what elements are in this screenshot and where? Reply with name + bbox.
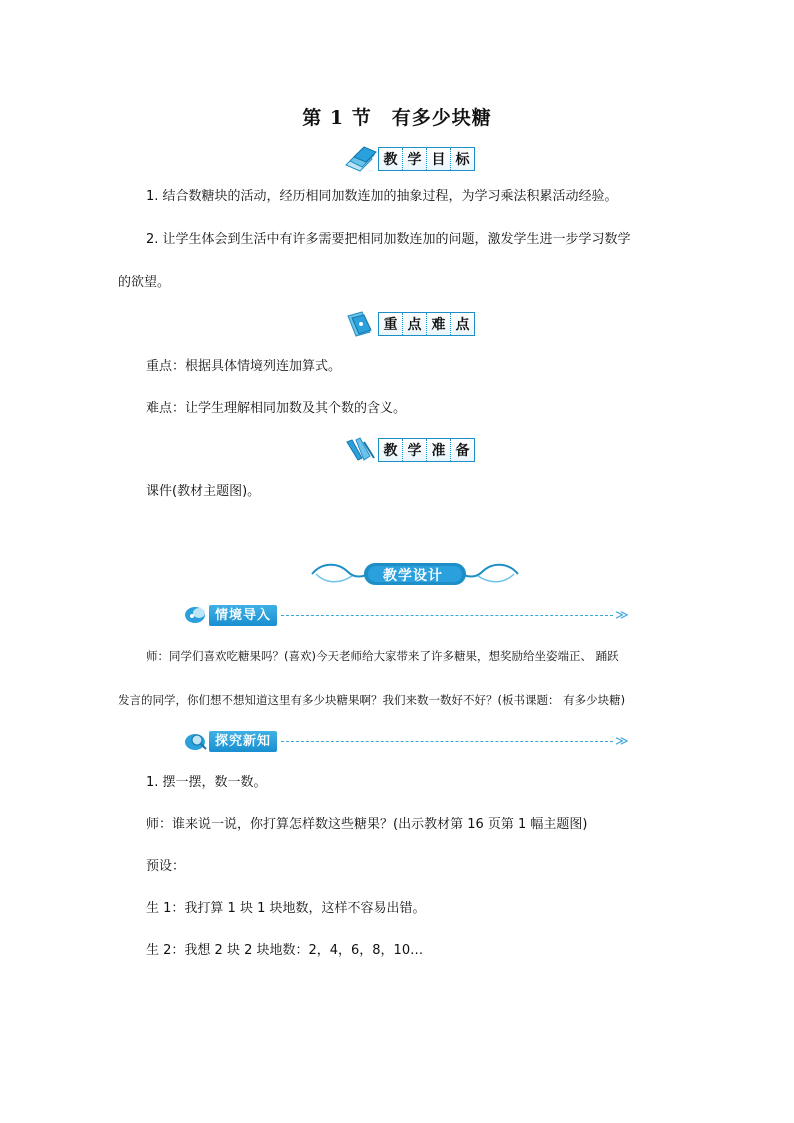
tools-icon [344,436,378,464]
key-point: 重点：根据具体情境列连加算式。 [146,359,342,374]
section-char: 点 [450,313,474,335]
section-char: 目 [426,148,450,170]
explore-line-1: 1. 摆一摆，数一数。 [146,775,267,790]
section-char: 教 [383,152,398,168]
section-keypoints-badge [344,311,475,337]
goal-item-2-line1: 2. 让学生体会到生活中有许多需要把相同加数连加的问题，激发学生进一步学习数学 [146,232,631,247]
magnifier-icon [183,730,209,752]
double-arrow-icon: ≫ [615,733,629,749]
section-char: 学 [402,439,426,461]
tag-dashed-line [281,741,613,742]
tag-explore-label: 探究新知 [209,731,277,752]
prep-text: 课件(教材主题图)。 [146,484,261,499]
section-char: 教 [383,443,398,459]
explore-line-5: 生 2：我想 2 块 2 块地数：2，4，6，8，10… [146,943,424,958]
section-goals-badge [344,146,475,172]
intro-line-2: 发言的同学，你们想不想知道这里有多少块糖果啊？我们来数一数好不好？(板书课题： 有多少块糖) [118,693,626,707]
explore-line-3: 预设： [146,859,186,874]
tag-explore [183,730,629,752]
section-char: 学 [402,148,426,170]
section-char: 重 [383,317,398,333]
section-prep-badge [344,437,475,463]
tag-intro [183,604,629,626]
section-char: 备 [450,439,474,461]
book-icon [344,310,378,338]
explore-line-2: 师：谁来说一说，你打算怎样数这些糖果？(出示教材第 16 页第 1 幅主题图) [146,817,588,832]
section-char: 准 [426,439,450,461]
double-arrow-icon: ≫ [615,607,629,623]
book-stack-icon [344,145,378,173]
explore-line-4: 生 1：我打算 1 块 1 块地数，这样不容易出错。 [146,901,426,916]
section-keypoints-title [378,312,475,336]
goal-item-1: 1. 结合数糖块的活动，经历相同加数连加的抽象过程，为学习乘法积累活动经验。 [146,189,618,204]
section-char: 难 [426,313,450,335]
tag-intro-label: 情境导入 [209,605,277,626]
intro-line-1: 师：同学们喜欢吃糖果吗？(喜欢)今天老师给大家带来了许多糖果，想奖励给坐姿端正、 踊跃 [146,649,619,663]
section-char: 标 [450,148,474,170]
tag-dashed-line [281,615,613,616]
design-ribbon-label: 教学设计 [383,568,443,584]
page-title: 第 1 节 有多少块糖 [302,107,492,129]
section-char: 点 [402,313,426,335]
section-goals-title [378,147,475,171]
goal-item-2-line2: 的欲望。 [118,275,171,290]
section-prep-title [378,438,475,462]
difficult-point: 难点：让学生理解相同加数及其个数的含义。 [146,401,407,416]
chat-icon [183,604,209,626]
